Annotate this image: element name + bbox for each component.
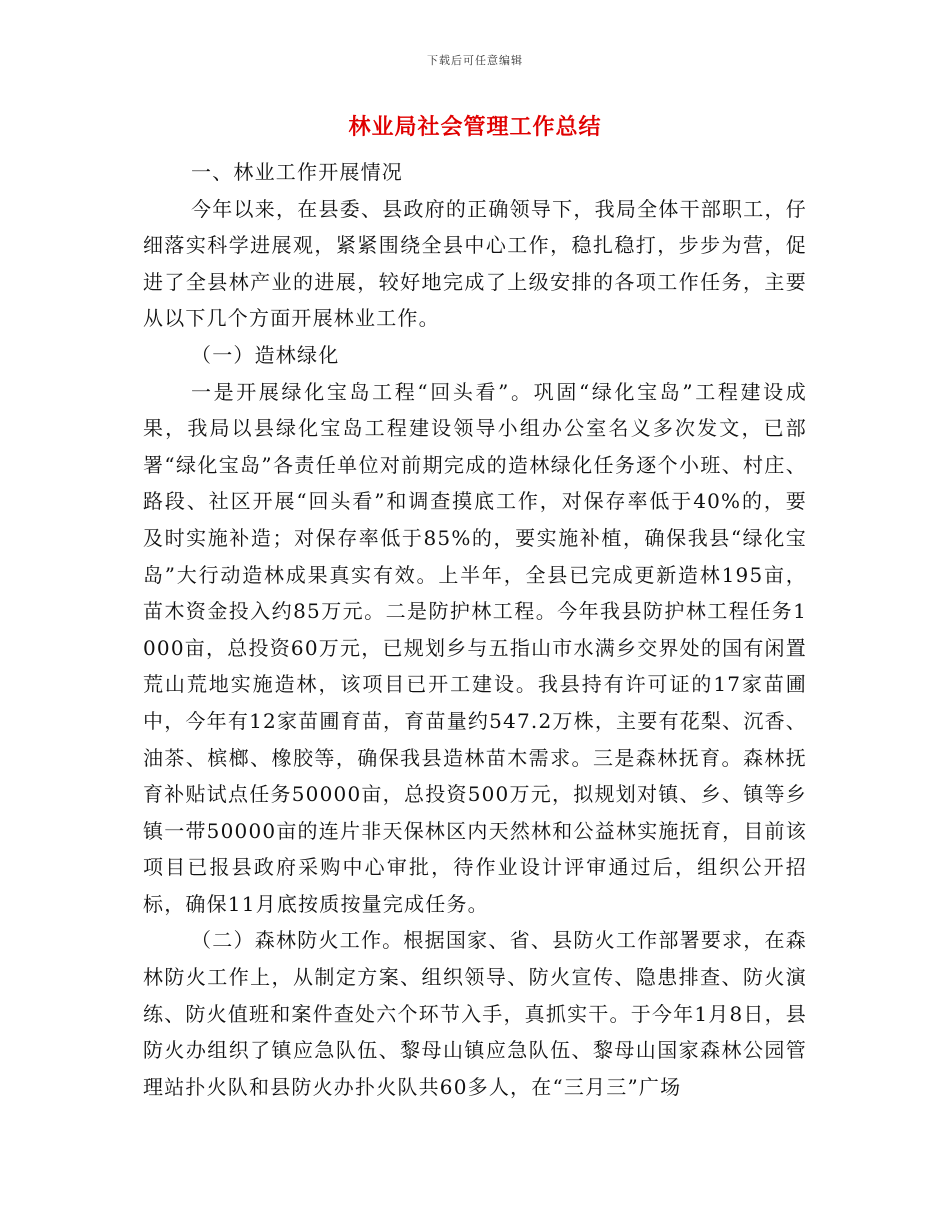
body-paragraph: 一是开展绿化宝岛工程“回头看”。巩固“绿化宝岛”工程建设成果，我局以县绿化宝岛工程建设领导小组办公室名义多次发文，已部署“绿化宝岛”各责任单位对前期完成的造林绿化任务逐个小班、村庄、路段、社区开展“回头看”和调查摸底工作，对保存率低于40%的，要及时实施补造；对保存率低于85%的，要实施补植，确保我县“绿化宝岛”大行动造林成果真实有效。上半年，全县已完成更新造林195亩，苗木资金投入约85万元。二是防护林工程。今年我县防护林工程任务1000亩，总投资60万元，已规划乡与五指山市水满乡交界处的国有闲置荒山荒地实施造林，该项目已开工建设。我县持有许可证的17家苗圃中，今年有12家苗圃育苗，育苗量约547.2万株，主要有花梨、沉香、油茶、槟榔、橡胶等，确保我县造林苗木需求。三是森林抚育。森林抚育补贴试点任务50000亩，总投资500万元，拟规划对镇、乡、镇等乡镇一带50000亩的连片非天保林区内天然林和公益林实施抚育，目前该项目已报县政府采购中心审批，待作业设计评审通过后，组织公开招标，确保11月底按质按量完成任务。 (143, 379, 807, 916)
body-paragraph: （二）森林防火工作。根据国家、省、县防火工作部署要求，在森林防火工作上，从制定方案、组织领导、防火宣传、隐患排查、防火演练、防火值班和案件查处六个环节入手，真抓实干。于今年1月8日，县防火办组织了镇应急队伍、黎母山镇应急队伍、黎母山国家森林公园管理站扑火队和县防火办扑火队共60多人，在“三月三”广场 (143, 928, 807, 1099)
section-heading: 一、林业工作开展情况 (191, 160, 403, 184)
subsection-heading: （一）造林绿化 (191, 342, 340, 367)
document-body (143, 154, 807, 1105)
document-title: 林业局社会管理工作总结 (348, 114, 602, 140)
header-note: 下载后可任意编辑 (427, 54, 523, 67)
body-paragraph: 今年以来，在县委、县政府的正确领导下，我局全体干部职工，仔细落实科学进展观，紧紧围绕全县中心工作，稳扎稳打，步步为营，促进了全县林产业的进展，较好地完成了上级安排的各项工作任务，主要从以下几个方面开展林业工作。 (143, 196, 807, 331)
